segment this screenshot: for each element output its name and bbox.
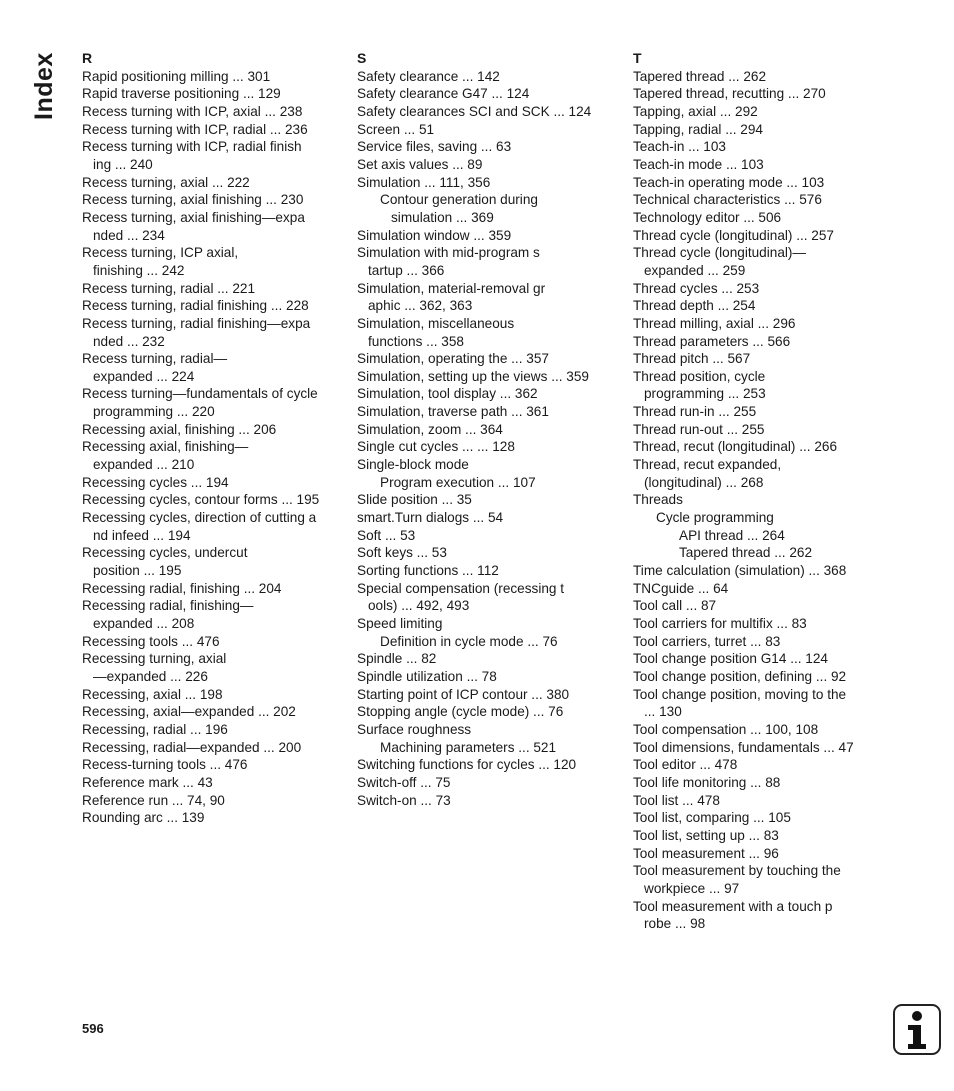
index-entry: Simulation window ... 359 [357, 227, 512, 243]
index-entry: Tapping, radial ... 294 [633, 121, 763, 137]
index-entry: Tool compensation ... 100, 108 [633, 721, 819, 737]
entry-list [633, 68, 901, 933]
index-entry: Set axis values ... 89 [357, 156, 483, 172]
index-entry: Tapered thread ... 262 [633, 68, 767, 84]
index-entry: Screen ... 51 [357, 121, 435, 137]
index-entry: Recess turning with ICP, radial ... 236 [82, 121, 308, 137]
index-entry: Simulation, traverse path ... 361 [357, 404, 549, 420]
entry-list [357, 68, 625, 810]
index-entry: Teach-in operating mode ... 103 [633, 174, 825, 190]
page-number: 596 [82, 1021, 104, 1036]
index-entry: Spindle ... 82 [357, 651, 437, 667]
index-column-r [82, 50, 350, 827]
index-entry: Slide position ... 35 [357, 492, 472, 508]
info-icon [893, 1004, 941, 1055]
index-side-title [30, 50, 60, 130]
index-entry: Recess turning, ICP axial, finishing ... 242 [82, 245, 239, 278]
index-entry: Recessing, axial ... 198 [82, 686, 223, 702]
index-entry: Soft ... 53 [357, 527, 416, 543]
index-entry: Recess turning, radial finishing ... 228 [82, 298, 309, 314]
index-entry: Single-block mode [357, 457, 469, 473]
index-entry: Soft keys ... 53 [357, 545, 447, 561]
index-entry: Recessing turning, axial —expanded ... 226 [82, 651, 227, 684]
index-entry: Single cut cycles ... ... 128 [357, 439, 515, 455]
index-entry: Switch-off ... 75 [357, 774, 451, 790]
index-entry: API thread ... 264 [679, 527, 785, 543]
index-entry: Switch-on ... 73 [357, 792, 451, 808]
index-entry: Program execution ... 107 [380, 474, 536, 490]
index-entry: Tool change position G14 ... 124 [633, 651, 828, 667]
index-entry: Recess turning, radial— expanded ... 224 [82, 351, 228, 384]
index-entry: Thread run-in ... 255 [633, 404, 757, 420]
index-entry: Switching functions for cycles ... 120 [357, 757, 577, 773]
index-entry: Simulation with mid-program s tartup ... 366 [357, 245, 540, 278]
index-entry: Machining parameters ... 521 [380, 739, 557, 755]
index-entry: Technology editor ... 506 [633, 209, 782, 225]
index-column-s [357, 50, 625, 809]
index-entry: Recessing, radial ... 196 [82, 721, 228, 737]
index-entry: Tool call ... 87 [633, 598, 717, 614]
index-entry: Tool change position, defining ... 92 [633, 668, 847, 684]
column-heading: T [633, 50, 642, 66]
index-entry: Special compensation (recessing t ools) ... 492, 493 [357, 580, 565, 614]
index-entry: Recessing axial, finishing ... 206 [82, 421, 277, 437]
index-entry: Thread, recut expanded, (longitudinal) ... 268 [633, 457, 782, 490]
index-entry: Thread cycles ... 253 [633, 280, 760, 296]
index-entry: Definition in cycle mode ... 76 [380, 633, 558, 649]
index-entry: Time calculation (simulation) ... 368 [633, 563, 847, 579]
index-entry: Recess-turning tools ... 476 [82, 757, 248, 773]
index-entry: Starting point of ICP contour ... 380 [357, 686, 570, 702]
index-entry: Tool life monitoring ... 88 [633, 774, 781, 790]
index-entry: Tool measurement with a touch p robe ... 98 [633, 898, 833, 932]
index-entry: Tool carriers for multifix ... 83 [633, 616, 807, 631]
index-entry: Cycle programming [656, 510, 774, 526]
index-entry: Service files, saving ... 63 [357, 139, 512, 155]
index-entry: Threads [633, 492, 683, 508]
index-entry: TNCguide ... 64 [633, 580, 729, 596]
index-entry: Sorting functions ... 112 [357, 563, 499, 579]
index-entry: Recessing cycles, contour forms ... 195 [82, 492, 320, 508]
index-entry: Tapping, axial ... 292 [633, 103, 758, 119]
index-entry: Tool dimensions, fundamentals ... 47 [633, 739, 854, 755]
index-entry: Recess turning, axial ... 222 [82, 174, 250, 190]
index-entry: Recessing radial, finishing ... 204 [82, 580, 282, 596]
index-entry: Simulation, operating the ... 357 [357, 351, 549, 367]
index-entry: Recess turning, radial ... 221 [82, 280, 256, 296]
index-entry: Recess turning with ICP, radial finish ing ... 240 [82, 139, 302, 172]
index-entry: Tool change position, moving to the ... 130 [633, 686, 847, 720]
index-entry: Rapid positioning milling ... 301 [82, 68, 271, 84]
index-entry: Recess turning—fundamentals of cycle programming ... 220 [82, 386, 318, 420]
index-entry: Tool carriers, turret ... 83 [633, 633, 781, 649]
index-entry: Tool list, comparing ... 105 [633, 810, 791, 826]
index-entry: Stopping angle (cycle mode) ... 76 [357, 704, 564, 720]
index-entry: Recessing cycles, undercut position ... 195 [82, 545, 248, 579]
index-entry: Reference mark ... 43 [82, 774, 213, 790]
index-entry: Simulation, tool display ... 362 [357, 386, 538, 402]
index-entry: Tool editor ... 478 [633, 757, 738, 773]
index-entry: Teach-in mode ... 103 [633, 156, 764, 172]
index-entry: Recess turning, radial finishing—expa nded ... 232 [82, 315, 311, 349]
index-entry: Contour generation during simulation ... 369 [380, 192, 538, 225]
index-entry: Recessing radial, finishing— expanded ... 208 [82, 598, 254, 631]
index-entry: Thread position, cycle programming ... 253 [633, 368, 766, 402]
index-entry: Thread cycle (longitudinal) ... 257 [633, 227, 834, 243]
index-entry: Teach-in ... 103 [633, 139, 726, 155]
index-entry: Spindle utilization ... 78 [357, 668, 497, 684]
index-column-t [633, 50, 901, 933]
index-entry: Recessing, axial—expanded ... 202 [82, 704, 296, 720]
index-entry: Thread milling, axial ... 296 [633, 315, 796, 331]
index-entry: Tool measurement ... 96 [633, 845, 779, 861]
index-entry: Thread parameters ... 566 [633, 333, 791, 349]
index-entry: Recessing cycles, direction of cutting a nd infeed ... 194 [82, 510, 317, 543]
index-entry: Tool list ... 478 [633, 792, 720, 808]
index-entry: Safety clearances SCI and SCK ... 124 [357, 103, 592, 119]
index-entry: Tool list, setting up ... 83 [633, 827, 779, 843]
index-entry: Thread depth ... 254 [633, 298, 756, 314]
index-entry: Tapered thread, recutting ... 270 [633, 86, 826, 102]
entry-list [82, 68, 350, 827]
index-entry: Simulation, miscellaneous functions ... 358 [357, 315, 515, 349]
index-entry: Rapid traverse positioning ... 129 [82, 86, 281, 102]
index-entry: Recess turning with ICP, axial ... 238 [82, 103, 303, 119]
index-entry: Recessing axial, finishing— expanded ... 210 [82, 439, 249, 473]
index-entry: Recess turning, axial finishing ... 230 [82, 192, 304, 208]
index-entry: Simulation, zoom ... 364 [357, 421, 503, 437]
index-entry: Simulation, material-removal gr aphic ... 362, 363 [357, 280, 546, 314]
index-entry: Tapered thread ... 262 [679, 545, 813, 561]
index-entry: Thread pitch ... 567 [633, 351, 751, 367]
index-entry: Safety clearance ... 142 [357, 68, 500, 84]
index-entry: Thread, recut (longitudinal) ... 266 [633, 439, 838, 455]
index-entry: Safety clearance G47 ... 124 [357, 86, 530, 102]
index-entry: Thread run-out ... 255 [633, 421, 765, 437]
index-entry: Recess turning, axial finishing—expa nded ... 234 [82, 209, 305, 243]
index-entry: Recessing cycles ... 194 [82, 474, 229, 490]
column-heading: R [82, 50, 93, 66]
index-entry: Speed limiting [357, 616, 443, 631]
index-entry: Simulation ... 111, 356 [357, 174, 491, 190]
index-entry: Reference run ... 74, 90 [82, 792, 225, 808]
index-entry: Surface roughness [357, 721, 472, 737]
index-entry: Recessing tools ... 476 [82, 633, 220, 649]
index-entry: smart.Turn dialogs ... 54 [357, 510, 504, 526]
index-title-text: Index [30, 52, 58, 120]
column-heading: S [357, 50, 367, 66]
index-entry: Technical characteristics ... 576 [633, 192, 822, 208]
index-entry: Rounding arc ... 139 [82, 810, 205, 826]
index-entry: Thread cycle (longitudinal)— expanded ... 259 [633, 245, 807, 278]
index-entry: Recessing, radial—expanded ... 200 [82, 739, 302, 755]
index-entry: Tool measurement by touching the workpiece ... 97 [633, 863, 841, 896]
index-entry: Simulation, setting up the views ... 359 [357, 368, 589, 384]
